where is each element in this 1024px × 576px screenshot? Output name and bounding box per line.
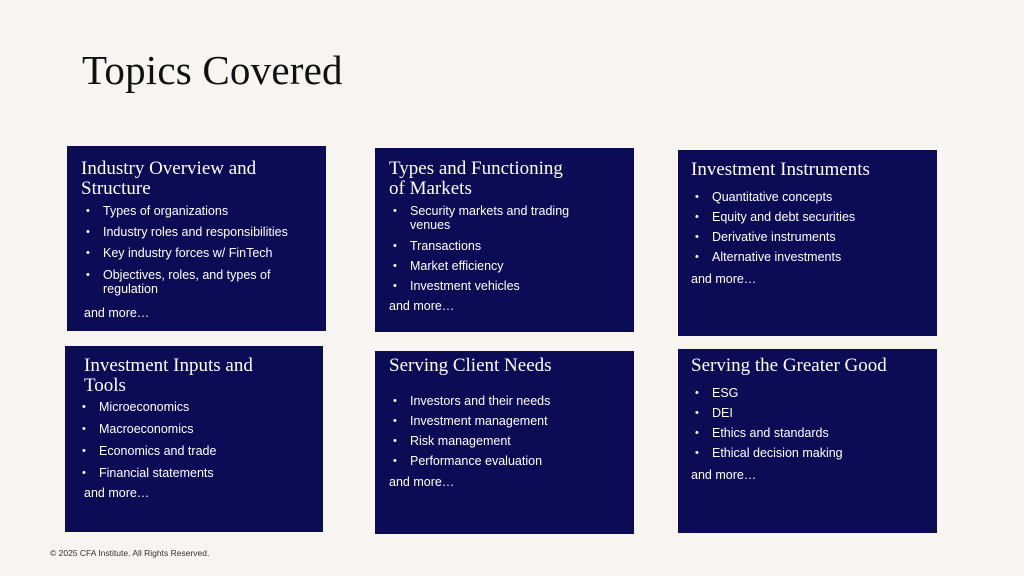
list-item: • Objectives, roles, and types of regulation bbox=[81, 268, 293, 296]
list-item: • Ethics and standards bbox=[690, 426, 926, 440]
list-item: • Transactions bbox=[388, 239, 624, 253]
list-item: • Macroeconomics bbox=[77, 422, 313, 436]
list-item: • Quantitative concepts bbox=[690, 190, 926, 204]
list-item: • Financial statements bbox=[77, 466, 313, 480]
list-item: • Alternative investments bbox=[690, 250, 926, 264]
list-item: • Security markets and trading venues bbox=[388, 204, 595, 232]
and-more-text: and more… bbox=[84, 306, 150, 320]
card-list bbox=[690, 190, 926, 264]
card-title: Investment Inputs and Tools bbox=[84, 355, 253, 396]
copyright-footer: © 2025 CFA Institute. All Rights Reserved. bbox=[50, 548, 210, 558]
and-more-text: and more… bbox=[389, 475, 455, 489]
card-title: Types and Functioning of Markets bbox=[389, 158, 563, 199]
card-list bbox=[77, 400, 313, 480]
card-title: Investment Instruments bbox=[691, 159, 870, 180]
card-title: Serving the Greater Good bbox=[691, 355, 887, 376]
list-item: • Industry roles and responsibilities bbox=[81, 225, 317, 239]
list-item: • Investors and their needs bbox=[388, 394, 624, 408]
list-item: • Equity and debt securities bbox=[690, 210, 926, 224]
card-industry-overview bbox=[67, 146, 326, 331]
card-serving-greater-good bbox=[678, 349, 937, 533]
card-list bbox=[388, 204, 624, 293]
card-investment-inputs-tools bbox=[65, 346, 323, 532]
and-more-text: and more… bbox=[389, 299, 455, 313]
list-item: • ESG bbox=[690, 386, 926, 400]
list-item: • Economics and trade bbox=[77, 444, 313, 458]
list-item: • Performance evaluation bbox=[388, 454, 624, 468]
and-more-text: and more… bbox=[691, 272, 757, 286]
list-item: • Types of organizations bbox=[81, 204, 317, 218]
list-item: • Investment vehicles bbox=[388, 279, 624, 293]
card-list bbox=[81, 204, 317, 296]
slide-title: Topics Covered bbox=[82, 47, 343, 93]
card-list bbox=[690, 386, 926, 460]
card-title: Serving Client Needs bbox=[389, 355, 552, 376]
list-item: • Investment management bbox=[388, 414, 624, 428]
card-list bbox=[388, 394, 624, 468]
list-item: • Ethical decision making bbox=[690, 446, 926, 460]
and-more-text: and more… bbox=[84, 486, 150, 500]
list-item: • Market efficiency bbox=[388, 259, 624, 273]
card-serving-client-needs bbox=[375, 351, 634, 534]
card-types-functioning-markets bbox=[375, 148, 634, 332]
list-item: • Key industry forces w/ FinTech bbox=[81, 246, 317, 260]
list-item: • Microeconomics bbox=[77, 400, 313, 414]
and-more-text: and more… bbox=[691, 468, 757, 482]
list-item: • Risk management bbox=[388, 434, 624, 448]
card-investment-instruments bbox=[678, 150, 937, 336]
list-item: • DEI bbox=[690, 406, 926, 420]
list-item: • Derivative instruments bbox=[690, 230, 926, 244]
card-title: Industry Overview and Structure bbox=[81, 158, 257, 199]
